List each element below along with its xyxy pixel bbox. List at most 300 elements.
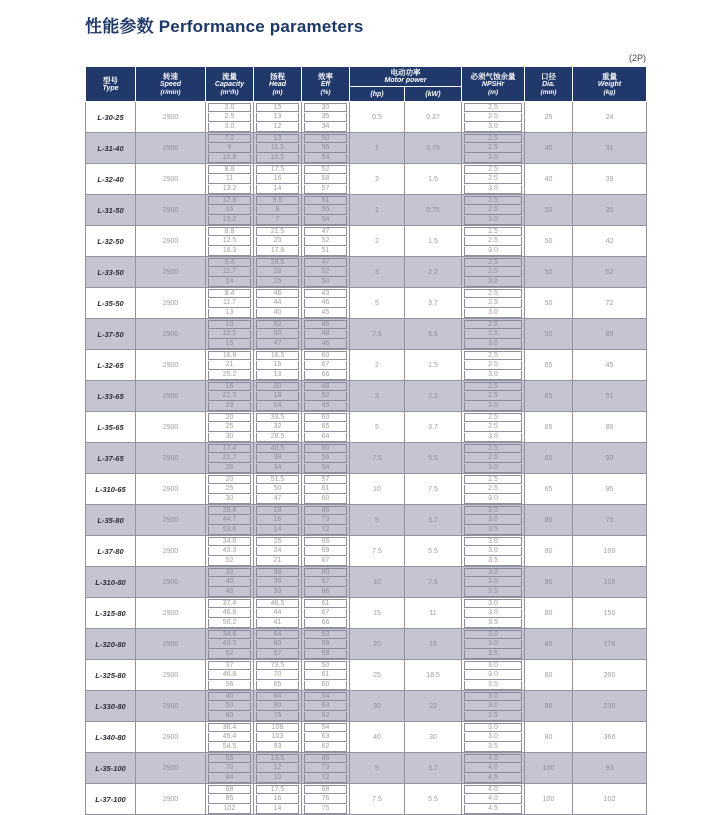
col-header-dia: 口径 Dia. (mm) xyxy=(525,67,573,102)
eff-value: 55 xyxy=(304,144,347,153)
eff-value: 51 xyxy=(304,196,347,205)
npshr-value: 2.5 xyxy=(464,289,522,298)
head-cell xyxy=(254,515,302,525)
npshr-cell xyxy=(462,804,525,815)
head-value: 51.5 xyxy=(256,475,299,484)
eff-value: 46 xyxy=(304,299,347,308)
head-cell xyxy=(254,246,302,257)
weight-cell: 39 xyxy=(573,164,647,195)
eff-cell xyxy=(302,133,350,144)
head-value: 80 xyxy=(256,702,299,711)
power-hp-cell: 25 xyxy=(350,660,405,691)
capacity-value: 43.3 xyxy=(208,640,251,649)
head-cell xyxy=(254,742,302,753)
npshr-value: 2.5 xyxy=(464,196,522,205)
head-value: 28 xyxy=(256,268,299,277)
speed-cell: 2900 xyxy=(136,536,206,567)
dia-cell: 25 xyxy=(525,102,573,133)
npshr-cell xyxy=(462,215,525,226)
head-value: 14 xyxy=(256,185,299,194)
eff-cell xyxy=(302,298,350,308)
capacity-cell xyxy=(206,567,254,578)
npshr-cell xyxy=(462,639,525,649)
weight-cell: 90 xyxy=(573,443,647,474)
speed-cell: 2900 xyxy=(136,691,206,722)
capacity-value: 25 xyxy=(208,485,251,494)
eff-value: 50 xyxy=(304,444,347,453)
capacity-cell xyxy=(206,536,254,547)
npshr-value: 3.0 xyxy=(464,599,522,608)
eff-value: 76 xyxy=(304,795,347,804)
npshr-cell xyxy=(462,184,525,195)
npshr-cell xyxy=(462,546,525,556)
eff-value: 65 xyxy=(304,423,347,432)
weight-cell: 100 xyxy=(573,536,647,567)
eff-cell xyxy=(302,360,350,370)
capacity-cell xyxy=(206,474,254,485)
eff-cell xyxy=(302,391,350,401)
capacity-cell xyxy=(206,711,254,722)
weight-cell: 95 xyxy=(573,474,647,505)
npshr-cell xyxy=(462,474,525,485)
head-cell xyxy=(254,319,302,330)
npshr-value: 3.5 xyxy=(464,557,522,566)
eff-cell xyxy=(302,184,350,195)
power-hp-cell: 5 xyxy=(350,505,405,536)
speed-cell: 2900 xyxy=(136,412,206,443)
head-value: 28.5 xyxy=(256,433,299,442)
npshr-value: 3.0 xyxy=(464,516,522,525)
weight-cell: 51 xyxy=(573,381,647,412)
head-cell xyxy=(254,525,302,536)
speed-cell: 2900 xyxy=(136,598,206,629)
npshr-cell xyxy=(462,773,525,784)
power-kw-cell: 5.5 xyxy=(405,443,462,474)
eff-value: 67 xyxy=(304,578,347,587)
table-row xyxy=(86,226,647,237)
npshr-cell xyxy=(462,257,525,268)
eff-cell xyxy=(302,525,350,536)
power-hp-cell: 2 xyxy=(350,226,405,257)
capacity-cell xyxy=(206,205,254,215)
eff-value: 51 xyxy=(304,247,347,256)
eff-cell xyxy=(302,722,350,733)
eff-cell xyxy=(302,536,350,547)
speed-cell: 2900 xyxy=(136,319,206,350)
npshr-cell xyxy=(462,381,525,392)
table-row xyxy=(86,629,647,640)
npshr-value: 2.5 xyxy=(464,175,522,184)
dia-cell: 80 xyxy=(525,536,573,567)
head-cell xyxy=(254,122,302,133)
head-value: 18 xyxy=(256,392,299,401)
capacity-value: 50 xyxy=(208,702,251,711)
power-hp-cell: 2 xyxy=(350,164,405,195)
npshr-value: 2.5 xyxy=(464,444,522,453)
head-cell xyxy=(254,763,302,773)
eff-cell xyxy=(302,680,350,691)
capacity-cell xyxy=(206,412,254,423)
npshr-value: 3.0 xyxy=(464,123,522,132)
capacity-value: 9 xyxy=(208,144,251,153)
eff-cell xyxy=(302,474,350,485)
pump-type-cell: L-310-65 xyxy=(86,474,136,505)
eff-cell xyxy=(302,639,350,649)
npshr-cell xyxy=(462,732,525,742)
npshr-value: 2.5 xyxy=(464,485,522,494)
power-kw-cell: 18.5 xyxy=(405,660,462,691)
power-hp-cell: 3 xyxy=(350,257,405,288)
capacity-cell xyxy=(206,443,254,454)
capacity-cell xyxy=(206,164,254,175)
head-cell xyxy=(254,226,302,237)
eff-value: 63 xyxy=(304,733,347,742)
npshr-value: 2.5 xyxy=(464,144,522,153)
capacity-cell xyxy=(206,784,254,795)
capacity-value: 12.5 xyxy=(208,330,251,339)
head-cell xyxy=(254,143,302,153)
npshr-value: 3.0 xyxy=(464,309,522,318)
pump-type-cell: L-35-50 xyxy=(86,288,136,319)
eff-cell xyxy=(302,308,350,319)
capacity-value: 12.8 xyxy=(208,196,251,205)
capacity-value: 48 xyxy=(208,588,251,597)
npshr-cell xyxy=(462,288,525,299)
npshr-cell xyxy=(462,195,525,206)
capacity-cell xyxy=(206,401,254,412)
head-cell xyxy=(254,267,302,277)
npshr-cell xyxy=(462,453,525,463)
dia-cell: 80 xyxy=(525,505,573,536)
npshr-cell xyxy=(462,608,525,618)
capacity-cell xyxy=(206,102,254,113)
head-value: 14 xyxy=(256,526,299,535)
capacity-cell xyxy=(206,184,254,195)
npshr-value: 3.0 xyxy=(464,692,522,701)
npshr-cell xyxy=(462,246,525,257)
power-kw-cell: 0.37 xyxy=(405,102,462,133)
col-header-kw: (kW) xyxy=(405,87,462,102)
head-value: 34 xyxy=(256,464,299,473)
eff-value: 67 xyxy=(304,609,347,618)
eff-cell xyxy=(302,742,350,753)
head-cell xyxy=(254,660,302,671)
npshr-value: 3.0 xyxy=(464,733,522,742)
eff-cell xyxy=(302,670,350,680)
eff-cell xyxy=(302,401,350,412)
table-row xyxy=(86,195,647,206)
table-row xyxy=(86,381,647,392)
npshr-value: 3.0 xyxy=(464,630,522,639)
capacity-cell xyxy=(206,215,254,226)
pump-type-cell: L-31-40 xyxy=(86,133,136,164)
pump-type-cell: L-315-80 xyxy=(86,598,136,629)
capacity-value: 2.0 xyxy=(208,103,251,112)
weight-cell: 42 xyxy=(573,226,647,257)
table-row xyxy=(86,567,647,578)
npshr-value: 2.5 xyxy=(464,320,522,329)
capacity-value: 25.2 xyxy=(208,371,251,380)
npshr-value: 3.0 xyxy=(464,723,522,732)
eff-cell xyxy=(302,339,350,350)
eff-value: 57 xyxy=(304,475,347,484)
capacity-cell xyxy=(206,133,254,144)
capacity-cell xyxy=(206,236,254,246)
table-row xyxy=(86,505,647,516)
col-header-speed: 转速 Speed (r/min) xyxy=(136,67,206,102)
capacity-value: 17.4 xyxy=(208,444,251,453)
table-row xyxy=(86,443,647,454)
npshr-cell xyxy=(462,267,525,277)
head-cell xyxy=(254,184,302,195)
head-cell xyxy=(254,484,302,494)
power-hp-cell: 40 xyxy=(350,722,405,753)
eff-value: 46 xyxy=(304,340,347,349)
capacity-cell xyxy=(206,432,254,443)
eff-cell xyxy=(302,215,350,226)
eff-value: 54 xyxy=(304,464,347,473)
capacity-value: 26 xyxy=(208,464,251,473)
eff-cell xyxy=(302,143,350,153)
head-value: 17.5 xyxy=(256,165,299,174)
power-kw-cell: 1.5 xyxy=(405,350,462,381)
capacity-value: 16.8 xyxy=(208,351,251,360)
head-value: 24 xyxy=(256,547,299,556)
eff-cell xyxy=(302,546,350,556)
power-hp-cell: 10 xyxy=(350,474,405,505)
head-cell xyxy=(254,639,302,649)
eff-cell xyxy=(302,174,350,184)
power-kw-cell: 2.2 xyxy=(405,257,462,288)
head-cell xyxy=(254,618,302,629)
head-value: 52 xyxy=(256,320,299,329)
npshr-value: 4.0 xyxy=(464,795,522,804)
head-value: 16 xyxy=(256,175,299,184)
power-kw-cell: 5.5 xyxy=(405,536,462,567)
eff-value: 60 xyxy=(304,351,347,360)
npshr-value: 2.5 xyxy=(464,237,522,246)
power-hp-cell: 3 xyxy=(350,381,405,412)
head-value: 57 xyxy=(256,650,299,659)
eff-value: 66 xyxy=(304,588,347,597)
capacity-cell xyxy=(206,339,254,350)
head-value: 11.5 xyxy=(256,144,299,153)
power-kw-cell: 3.7 xyxy=(405,288,462,319)
head-cell xyxy=(254,474,302,485)
npshr-value: 3.5 xyxy=(464,588,522,597)
capacity-value: 44.7 xyxy=(208,516,251,525)
pump-type-cell: L-310-80 xyxy=(86,567,136,598)
capacity-value: 11 xyxy=(208,175,251,184)
speed-cell: 2900 xyxy=(136,164,206,195)
head-value: 14 xyxy=(256,402,299,411)
eff-value: 59 xyxy=(304,640,347,649)
capacity-cell xyxy=(206,691,254,702)
capacity-cell xyxy=(206,773,254,784)
dia-cell: 50 xyxy=(525,288,573,319)
speed-cell: 2900 xyxy=(136,133,206,164)
pump-type-cell: L-33-50 xyxy=(86,257,136,288)
dia-cell: 65 xyxy=(525,381,573,412)
table-row xyxy=(86,722,647,733)
dia-cell: 65 xyxy=(525,412,573,443)
head-cell xyxy=(254,308,302,319)
head-value: 20 xyxy=(256,237,299,246)
capacity-cell xyxy=(206,463,254,474)
pump-type-cell: L-35-65 xyxy=(86,412,136,443)
npshr-value: 2.5 xyxy=(464,299,522,308)
col-header-npshr: 必须气蚀余量 NPSHr (m) xyxy=(462,67,525,102)
eff-value: 53 xyxy=(304,630,347,639)
eff-cell xyxy=(302,412,350,423)
eff-cell xyxy=(302,711,350,722)
power-kw-cell: 3.7 xyxy=(405,753,462,784)
eff-cell xyxy=(302,660,350,671)
head-cell xyxy=(254,257,302,268)
eff-cell xyxy=(302,277,350,288)
head-cell xyxy=(254,164,302,175)
npshr-value: 2.5 xyxy=(464,475,522,484)
head-value: 70 xyxy=(256,671,299,680)
capacity-value: 14 xyxy=(208,278,251,287)
eff-value: 52 xyxy=(304,237,347,246)
npshr-cell xyxy=(462,763,525,773)
eff-value: 73 xyxy=(304,764,347,773)
head-cell xyxy=(254,577,302,587)
power-kw-cell: 1.5 xyxy=(405,164,462,195)
eff-cell xyxy=(302,122,350,133)
npshr-cell xyxy=(462,236,525,246)
power-kw-cell: 0.75 xyxy=(405,133,462,164)
dia-cell: 65 xyxy=(525,443,573,474)
weight-cell: 178 xyxy=(573,629,647,660)
dia-cell: 50 xyxy=(525,257,573,288)
dia-cell: 50 xyxy=(525,319,573,350)
npshr-value: 2.5 xyxy=(464,423,522,432)
npshr-value: 3.0 xyxy=(464,402,522,411)
capacity-cell xyxy=(206,649,254,660)
eff-value: 57 xyxy=(304,185,347,194)
head-value: 18 xyxy=(256,506,299,515)
eff-cell xyxy=(302,629,350,640)
npshr-cell xyxy=(462,598,525,609)
head-cell xyxy=(254,691,302,702)
head-cell xyxy=(254,401,302,412)
head-value: 13 xyxy=(256,113,299,122)
power-hp-cell: 10 xyxy=(350,567,405,598)
power-kw-cell: 30 xyxy=(405,722,462,753)
npshr-value: 3.5 xyxy=(464,526,522,535)
eff-cell xyxy=(302,515,350,525)
npshr-cell xyxy=(462,701,525,711)
eff-value: 46 xyxy=(304,320,347,329)
eff-cell xyxy=(302,153,350,164)
npshr-cell xyxy=(462,422,525,432)
capacity-cell xyxy=(206,794,254,804)
npshr-cell xyxy=(462,164,525,175)
head-value: 16 xyxy=(256,516,299,525)
capacity-value: 35.8 xyxy=(208,506,251,515)
npshr-cell xyxy=(462,102,525,113)
dia-cell: 65 xyxy=(525,474,573,505)
pump-type-cell: L-37-65 xyxy=(86,443,136,474)
eff-value: 58 xyxy=(304,175,347,184)
capacity-value: 37.4 xyxy=(208,599,251,608)
col-header-type: 型号 Type xyxy=(86,67,136,102)
npshr-cell xyxy=(462,205,525,215)
npshr-cell xyxy=(462,432,525,443)
eff-value: 54 xyxy=(304,216,347,225)
npshr-value: 2.5 xyxy=(464,361,522,370)
power-kw-cell: 15 xyxy=(405,629,462,660)
npshr-cell xyxy=(462,350,525,361)
weight-cell: 31 xyxy=(573,133,647,164)
npshr-cell xyxy=(462,753,525,764)
capacity-value: 54.5 xyxy=(208,743,251,752)
eff-value: 52 xyxy=(304,392,347,401)
power-hp-cell: 5 xyxy=(350,412,405,443)
npshr-value: 3.0 xyxy=(464,578,522,587)
power-hp-cell: 7.5 xyxy=(350,319,405,350)
capacity-cell xyxy=(206,680,254,691)
capacity-value: 2.5 xyxy=(208,113,251,122)
npshr-cell xyxy=(462,567,525,578)
head-value: 10.5 xyxy=(256,154,299,163)
eff-value: 61 xyxy=(304,599,347,608)
npshr-cell xyxy=(462,722,525,733)
page-title-en: Performance parameters xyxy=(158,17,364,36)
head-value: 26 xyxy=(256,537,299,546)
head-value: 40 xyxy=(256,309,299,318)
capacity-cell xyxy=(206,298,254,308)
table-header xyxy=(86,67,647,102)
head-value: 64 xyxy=(256,630,299,639)
npshr-cell xyxy=(462,401,525,412)
table-row xyxy=(86,102,647,113)
head-value: 20 xyxy=(256,382,299,391)
weight-cell: 230 xyxy=(573,691,647,722)
speed-cell: 2900 xyxy=(136,505,206,536)
table-row xyxy=(86,753,647,764)
table-row xyxy=(86,691,647,702)
eff-value: 35 xyxy=(304,113,347,122)
eff-cell xyxy=(302,205,350,215)
pump-type-cell: L-32-65 xyxy=(86,350,136,381)
speed-cell: 2900 xyxy=(136,784,206,815)
page-title xyxy=(85,12,720,37)
capacity-value: 9.4 xyxy=(208,289,251,298)
head-cell xyxy=(254,649,302,660)
capacity-cell xyxy=(206,153,254,164)
head-cell xyxy=(254,215,302,226)
head-cell xyxy=(254,350,302,361)
eff-value: 68 xyxy=(304,785,347,794)
npshr-value: 4.0 xyxy=(464,785,522,794)
eff-value: 46 xyxy=(304,402,347,411)
head-value: 47 xyxy=(256,495,299,504)
capacity-value: 36.4 xyxy=(208,723,251,732)
dia-cell: 80 xyxy=(525,567,573,598)
speed-cell: 2900 xyxy=(136,226,206,257)
npshr-value: 2.5 xyxy=(464,413,522,422)
eff-cell xyxy=(302,763,350,773)
npshr-cell xyxy=(462,649,525,660)
npshr-value: 2.5 xyxy=(464,206,522,215)
table-row xyxy=(86,133,647,144)
table-body xyxy=(86,102,647,815)
head-cell xyxy=(254,339,302,350)
head-value: 17.8 xyxy=(256,247,299,256)
